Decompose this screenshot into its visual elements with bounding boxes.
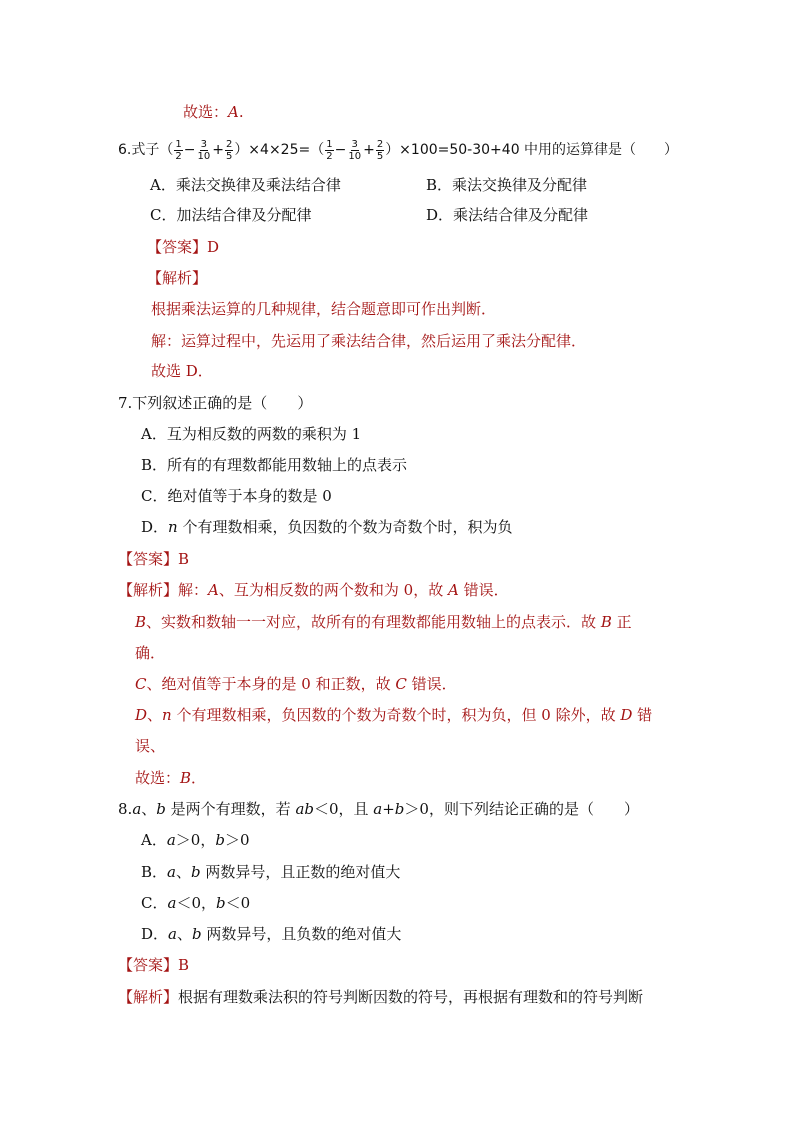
q7-analysis-b-var: B	[135, 613, 147, 631]
q6-fraction-2-den: 10	[197, 150, 211, 162]
q6-fraction-6	[376, 139, 384, 162]
q8-option-d-label: D．	[141, 925, 169, 943]
q8-option-d-text: 两数异号，且负数的绝对值大	[201, 925, 402, 943]
q6-minus: −	[183, 142, 196, 158]
q6-fraction-4	[325, 139, 333, 162]
q7-choose-end: ．	[191, 769, 207, 787]
q6-option-c: C．加法结合律及分配律	[150, 206, 312, 224]
q6-analysis-2: 解：运算过程中，先运用了乘法结合律，然后运用了乘法分配律．	[151, 332, 587, 350]
q7-analysis-d-sep: 、	[147, 706, 163, 724]
q7-analysis-d-var2: D	[620, 706, 633, 724]
q7-analysis-d-cont: 误、	[135, 737, 166, 755]
q8-var-b: b	[156, 800, 166, 818]
q6-analysis-1: 根据乘法运算的几种规律，结合题意即可作出判断．	[151, 300, 497, 318]
q6-choose: 故选 D．	[151, 362, 213, 380]
q7-option-d-var: n	[168, 518, 178, 536]
q6-answer: D	[207, 238, 220, 256]
q6-fraction-2	[196, 139, 211, 162]
q8-option-b	[141, 862, 400, 882]
q8-option-b-var-b: b	[191, 863, 201, 881]
q6-option-b: B．乘法交换律及分配律	[426, 176, 588, 194]
q6-option-a: A．乘法交换律及乘法结合律	[150, 176, 341, 194]
q7-analysis-label: 【解析】	[118, 581, 179, 599]
q8-option-c-var-a: a	[167, 894, 177, 912]
q7-analysis-a-end: 错误．	[458, 581, 509, 599]
q7-analysis-b-end: 正	[611, 613, 632, 631]
q7-analysis-d-end: 错	[632, 706, 653, 724]
q5-choose-line	[183, 102, 244, 122]
q8-analysis-text: 根据有理数乘法积的符号判断因数的符号，再根据有理数和的符号判断	[178, 988, 644, 1006]
q5-choose-label: 故选：	[183, 103, 229, 121]
q8-option-b-sep: 、	[175, 863, 191, 881]
q8-stem	[118, 799, 639, 819]
q6-fraction-6-num: 2	[376, 138, 384, 150]
q7-option-d-text: 个有理数相乘，负因数的个数为奇数个时，积为负	[177, 518, 513, 536]
q5-choose-end: .	[238, 103, 244, 121]
q8-option-a-label: A．	[141, 831, 167, 849]
q8-var-apb: a+b	[373, 800, 405, 818]
q7-analysis-a-var: A	[208, 581, 219, 599]
q7-analysis-a-prefix: 解：	[178, 581, 209, 599]
q7-analysis-b-cont: 确．	[135, 644, 166, 662]
q7-choose-var: B	[180, 769, 192, 787]
q8-text-3: ＞0，则下列结论正确的是（ ）	[404, 800, 639, 818]
q8-option-c-end: ＜0	[225, 894, 251, 912]
q6-analysis-label: 【解析】	[147, 269, 208, 287]
q7-analysis-d	[135, 705, 652, 725]
q7-analysis-a	[118, 580, 509, 600]
q8-option-b-text: 两数异号，且正数的绝对值大	[200, 863, 401, 881]
q6-mid-1: ）×4×25=（	[234, 142, 325, 158]
q8-option-b-label: B．	[141, 863, 168, 881]
q8-var-ab: ab	[295, 800, 314, 818]
q8-answer-label: 【答案】	[118, 956, 179, 974]
q7-analysis-a-var2: A	[447, 581, 459, 599]
q8-option-d-var-b: b	[192, 925, 202, 943]
q7-analysis-d-var: D	[135, 706, 148, 724]
q7-answer-label: 【答案】	[118, 550, 179, 568]
q6-mid-2: ）×100=50-30+40 中用的运算律是（ ）	[385, 142, 679, 158]
q6-fraction-2-num: 3	[200, 138, 208, 150]
q8-text-1: 是两个有理数，若	[165, 800, 296, 818]
q8-option-d	[141, 924, 401, 944]
q7-choose-label: 故选：	[135, 769, 181, 787]
q7-analysis-c-text: 、绝对值等于本身的是 0 和正数，故	[146, 675, 396, 693]
q8-option-a-mid: ＞0，	[175, 831, 216, 849]
q6-fraction-3-num: 2	[225, 138, 233, 150]
q7-analysis-c	[135, 674, 457, 694]
q8-option-a-var-b: b	[215, 831, 225, 849]
q6-plus-2: +	[363, 142, 375, 158]
q8-option-c	[141, 893, 250, 913]
q8-option-c-var-b: b	[215, 894, 226, 912]
q6-fraction-5-den: 10	[348, 150, 362, 162]
q7-analysis-c-var: C	[135, 675, 147, 693]
q7-analysis-a-text: 、互为相反数的两个数和为 0，故	[218, 581, 448, 599]
q7-answer: B	[178, 550, 190, 568]
q7-analysis-c-end: 错误．	[406, 675, 457, 693]
q6-fraction-4-num: 1	[326, 138, 333, 150]
q7-option-b: B．所有的有理数都能用数轴上的点表示	[141, 456, 408, 474]
q8-option-c-mid: ＜0，	[176, 894, 216, 912]
q8-option-b-var-a: a	[167, 863, 176, 881]
q8-number: 8.	[118, 800, 133, 818]
q7-option-d-label: D．	[141, 518, 169, 536]
q7-analysis-b	[135, 612, 632, 632]
q6-fraction-1-den: 2	[175, 150, 182, 162]
q8-option-c-label: C．	[141, 894, 168, 912]
q6-answer-line	[147, 237, 219, 257]
q6-fraction-1-num: 1	[175, 138, 182, 150]
q6-fraction-3	[225, 139, 233, 162]
q7-analysis-b-var2: B	[600, 613, 612, 631]
q8-answer-line	[118, 955, 189, 975]
q7-option-d	[141, 517, 512, 537]
q8-text-2: ＜0，且	[313, 800, 374, 818]
q8-analysis-line	[118, 987, 643, 1007]
q8-option-a-var-a: a	[166, 831, 176, 849]
q8-option-a	[141, 830, 250, 850]
q7-option-c: C．绝对值等于本身的数是 0	[141, 487, 332, 505]
q6-stem	[118, 137, 678, 163]
q6-answer-label: 【答案】	[147, 238, 208, 256]
q7-stem: 7.下列叙述正确的是（ ）	[118, 394, 313, 412]
q7-analysis-c-var2: C	[395, 675, 407, 693]
q8-option-a-end: ＞0	[224, 831, 250, 849]
q5-choose-answer: A	[228, 103, 239, 121]
q7-choose	[135, 768, 206, 788]
q6-plus: +	[212, 142, 224, 158]
q7-analysis-b-text: 、实数和数轴一一对应，故所有的有理数都能用数轴上的点表示．故	[146, 613, 601, 631]
q8-sep: 、	[141, 800, 157, 818]
q6-fraction-4-den: 2	[326, 150, 333, 162]
q6-fraction-5-num: 3	[351, 138, 358, 150]
q8-option-d-sep: 、	[176, 925, 192, 943]
q6-fraction-6-den: 5	[376, 150, 384, 162]
q8-var-a: a	[132, 800, 142, 818]
q6-fraction-3-den: 5	[225, 150, 233, 162]
q7-analysis-d-text: 个有理数相乘，负因数的个数为奇数个时，积为负，但 0 除外，故	[171, 706, 621, 724]
q6-option-d: D．乘法结合律及分配律	[426, 206, 589, 224]
q7-answer-line	[118, 549, 189, 569]
q7-analysis-d-var-n: n	[162, 706, 172, 724]
q6-fraction-5	[347, 139, 362, 162]
q6-number: 6.	[118, 142, 132, 158]
q8-analysis-label: 【解析】	[118, 988, 179, 1006]
q6-fraction-1	[174, 139, 182, 162]
q8-option-d-var-a: a	[168, 925, 177, 943]
q8-answer: B	[178, 956, 190, 974]
q7-option-a: A．互为相反数的两数的乘积为 1	[141, 425, 362, 443]
q6-minus-2: −	[334, 142, 347, 158]
q6-prefix: 式子（	[131, 142, 174, 158]
